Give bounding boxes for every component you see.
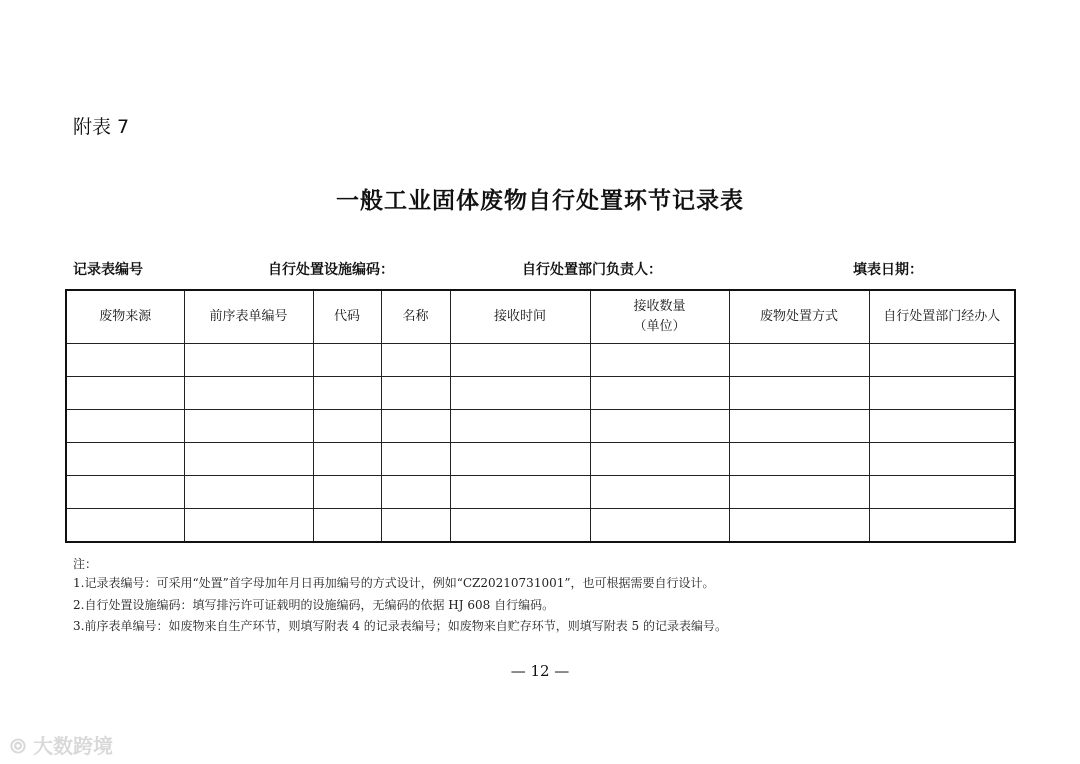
header-receive-time: 接收时间: [450, 290, 590, 344]
table-cell[interactable]: [381, 377, 450, 410]
table-cell[interactable]: [869, 476, 1015, 509]
table-row: [66, 410, 1015, 443]
table-cell[interactable]: [184, 509, 313, 543]
department-head-label: 自行处置部门负责人：: [522, 262, 662, 278]
table-row: [66, 344, 1015, 377]
page-title: 一般工业固体废物自行处置环节记录表: [336, 188, 744, 214]
table-cell[interactable]: [450, 410, 590, 443]
facility-code-label: 自行处置设施编码：: [268, 262, 394, 278]
watermark-logo: ⦾ 大数跨境: [10, 734, 113, 758]
notes-heading: 注：: [73, 557, 98, 571]
table-cell[interactable]: [184, 476, 313, 509]
fill-date-label: 填表日期：: [853, 262, 923, 278]
table-cell[interactable]: [184, 443, 313, 476]
table-row: [66, 377, 1015, 410]
header-name: 名称: [381, 290, 450, 344]
page-number: — 12 —: [510, 662, 570, 680]
record-number-label: 记录表编号: [73, 262, 143, 278]
table-cell[interactable]: [450, 443, 590, 476]
table-cell[interactable]: [869, 443, 1015, 476]
table-cell[interactable]: [869, 344, 1015, 377]
table-cell[interactable]: [450, 476, 590, 509]
note-1: 1.记录表编号：可采用“处置”首字母加年月日再加编号的方式设计，例如“CZ20210731001”，也可根据需要自行设计。: [73, 576, 715, 590]
table-cell[interactable]: [450, 377, 590, 410]
table-cell[interactable]: [66, 377, 184, 410]
header-receive-quantity: [590, 290, 729, 344]
table-cell[interactable]: [313, 443, 381, 476]
table-cell[interactable]: [869, 410, 1015, 443]
table-cell[interactable]: [66, 443, 184, 476]
table-cell[interactable]: [381, 410, 450, 443]
header-receive-quantity-label: 接收数量: [633, 299, 686, 314]
table-row: [66, 509, 1015, 543]
table-cell[interactable]: [590, 509, 729, 543]
table-cell[interactable]: [729, 509, 869, 543]
table-cell[interactable]: [313, 344, 381, 377]
table-row: [66, 476, 1015, 509]
table-cell[interactable]: [184, 344, 313, 377]
table-cell[interactable]: [313, 476, 381, 509]
table-cell[interactable]: [381, 509, 450, 543]
appendix-label: 附表 7: [73, 116, 130, 138]
table-cell[interactable]: [729, 443, 869, 476]
table-cell[interactable]: [184, 410, 313, 443]
table-cell[interactable]: [869, 377, 1015, 410]
table-cell[interactable]: [729, 410, 869, 443]
table-cell[interactable]: [450, 344, 590, 377]
table-cell[interactable]: [66, 344, 184, 377]
table-cell[interactable]: [590, 344, 729, 377]
watermark-text: 大数跨境: [32, 734, 113, 758]
header-unit-label: （单位）: [633, 319, 686, 334]
table-cell[interactable]: [729, 377, 869, 410]
header-previous-form-number: 前序表单编号: [184, 290, 313, 344]
table-cell[interactable]: [729, 344, 869, 377]
table-cell[interactable]: [381, 443, 450, 476]
table-cell[interactable]: [590, 476, 729, 509]
table-cell[interactable]: [590, 377, 729, 410]
header-code: 代码: [313, 290, 381, 344]
table-cell[interactable]: [313, 410, 381, 443]
table-cell[interactable]: [381, 476, 450, 509]
table-header-row: [66, 290, 1015, 344]
note-2: 2.自行处置设施编码：填写排污许可证载明的设施编码，无编码的依据 HJ 608 自行编码。: [73, 598, 555, 612]
header-waste-source: 废物来源: [66, 290, 184, 344]
table-cell[interactable]: [184, 377, 313, 410]
record-table: [65, 289, 1016, 543]
table-cell[interactable]: [313, 509, 381, 543]
table-cell[interactable]: [66, 476, 184, 509]
table-cell[interactable]: [450, 509, 590, 543]
table-cell[interactable]: [66, 509, 184, 543]
table-cell[interactable]: [590, 410, 729, 443]
table-cell[interactable]: [869, 509, 1015, 543]
header-handler: 自行处置部门经办人: [869, 290, 1015, 344]
table-row: [66, 443, 1015, 476]
table-cell[interactable]: [381, 344, 450, 377]
table-cell[interactable]: [729, 476, 869, 509]
table-cell[interactable]: [66, 410, 184, 443]
table-cell[interactable]: [313, 377, 381, 410]
header-disposal-method: 废物处置方式: [729, 290, 869, 344]
note-3: 3.前序表单编号：如废物来自生产环节，则填写附表 4 的记录表编号；如废物来自贮存环节，则填写附表 5 的记录表编号。: [73, 619, 727, 633]
table-cell[interactable]: [590, 443, 729, 476]
